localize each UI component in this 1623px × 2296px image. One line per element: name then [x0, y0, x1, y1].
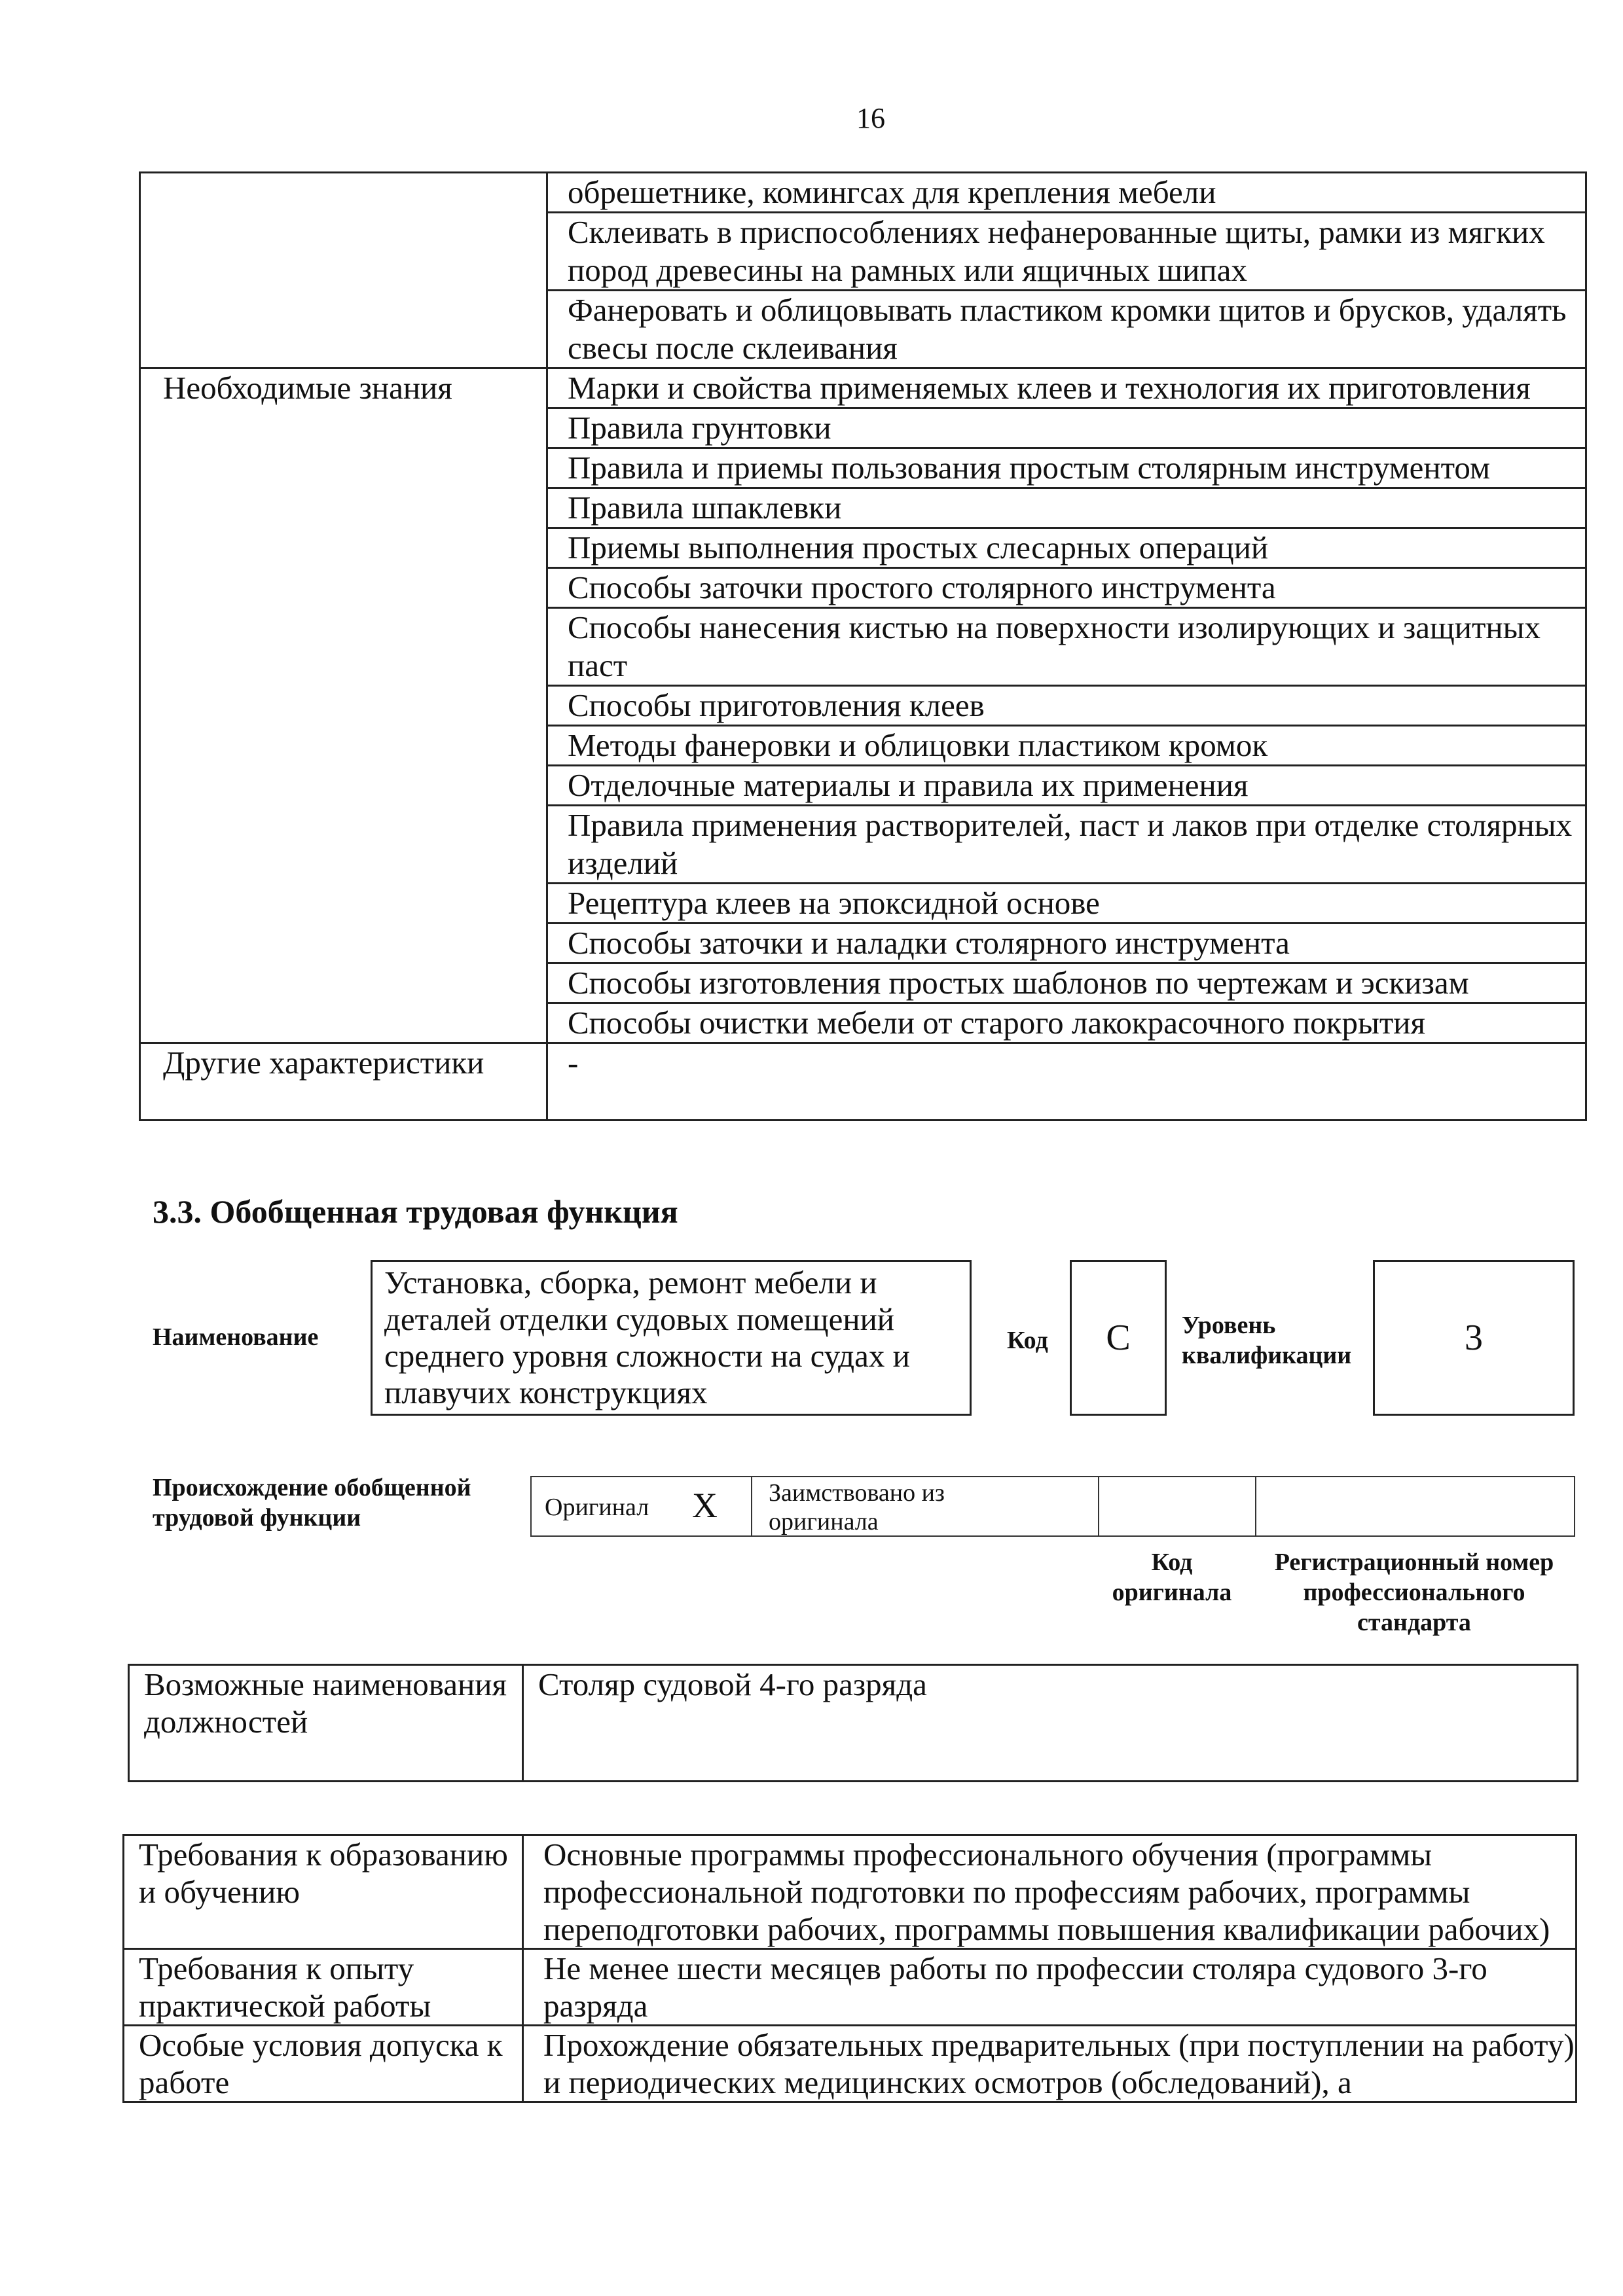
- code-caption: Код оригинала: [1112, 1549, 1232, 1606]
- requirement-value: Не менее шести месяцев работы по профессии столяра судового 3-го разряда: [523, 1949, 1577, 2026]
- table-cell: Правила применения растворителей, паст и лаков при отделке столярных изделий: [547, 806, 1586, 884]
- table-row: [124, 1835, 1577, 1949]
- table-cell: Фанеровать и облицовывать пластиком кромки щитов и брусков, удалять свесы после склеивания: [547, 291, 1586, 368]
- table-cell: Склеивать в приспособлениях нефанерованные щиты, рамки из мягких пород древесины на рамных или ящичных шипах: [547, 213, 1586, 291]
- borrowed-label: Заимствовано из оригинала: [769, 1479, 945, 1535]
- table-cell: Правила грунтовки: [547, 408, 1586, 448]
- requirement-label: Особые условия допуска к работе: [124, 2026, 523, 2102]
- original-label: Оригинал: [545, 1494, 649, 1521]
- table-cell: Способы приготовления клеев: [547, 686, 1586, 726]
- table-row: [124, 2026, 1577, 2102]
- page-number: 16: [856, 102, 885, 134]
- requirement-label: Требования к образованию и обучению: [124, 1835, 523, 1949]
- origin-row: [530, 1476, 1575, 1537]
- table-row: [140, 1043, 1586, 1121]
- origin-divider: [1098, 1477, 1099, 1535]
- knowledge-table: [139, 171, 1587, 1121]
- table-cell: Способы очистки мебели от старого лакокрасочного покрытия: [547, 1003, 1586, 1043]
- positions-value: Столяр судовой 4-го разряда: [523, 1665, 1578, 1782]
- origin-label: Происхождение обобщенной трудовой функции: [153, 1474, 471, 1532]
- continued-label-cell: [140, 173, 547, 368]
- table-cell: Способы заточки простого столярного инструмента: [547, 568, 1586, 608]
- table-row: [140, 173, 1586, 213]
- knowledge-label: Необходимые знания: [140, 368, 547, 1043]
- origin-divider: [1255, 1477, 1256, 1535]
- table-cell: Правила и приемы пользования простым столярным инструментом: [547, 448, 1586, 488]
- table-cell: Способы изготовления простых шаблонов по чертежам и эскизам: [547, 963, 1586, 1003]
- other-value: -: [547, 1043, 1586, 1121]
- requirement-value: Прохождение обязательных предварительных (при поступлении на работу) и периодических медицинских осмотров (обследований), а: [523, 2026, 1577, 2102]
- original-mark: X: [692, 1486, 718, 1525]
- code-label: Код: [1007, 1327, 1048, 1354]
- level-value: 3: [1373, 1260, 1575, 1416]
- name-label: Наименование: [153, 1323, 319, 1351]
- table-cell: Методы фанеровки и облицовки пластиком кромок: [547, 726, 1586, 766]
- code-value: C: [1070, 1260, 1167, 1416]
- name-value: Установка, сборка, ремонт мебели и деталей отделки судовых помещений среднего уровня сложности на судах и плавучих конструкциях: [371, 1260, 972, 1416]
- table-cell: Отделочные материалы и правила их применения: [547, 766, 1586, 806]
- other-label: Другие характеристики: [140, 1043, 547, 1121]
- table-cell: Способы нанесения кистью на поверхности изолирующих и защитных паст: [547, 608, 1586, 686]
- table-cell: Правила шпаклевки: [547, 488, 1586, 528]
- table-cell: Рецептура клеев на эпоксидной основе: [547, 884, 1586, 924]
- requirement-value: Основные программы профессионального обучения (программы профессиональной подготовки по профессиям рабочих, программы переподготовки рабочих, программы повышения квалификации рабочих): [523, 1835, 1577, 1949]
- table-cell: обрешетнике, комингсах для крепления мебели: [547, 173, 1586, 213]
- level-label: Уровень квалификации: [1182, 1312, 1352, 1369]
- positions-table: [128, 1664, 1578, 1782]
- table-cell: Марки и свойства применяемых клеев и технология их приготовления: [547, 368, 1586, 408]
- table-row: [124, 1949, 1577, 2026]
- table-cell: Приемы выполнения простых слесарных операций: [547, 528, 1586, 568]
- section-title: 3.3. Обобщенная трудовая функция: [153, 1193, 678, 1230]
- table-cell: Способы заточки и наладки столярного инструмента: [547, 924, 1586, 963]
- positions-label: Возможные наименования должностей: [129, 1665, 523, 1782]
- requirements-table: [122, 1834, 1577, 2103]
- table-row: [140, 368, 1586, 408]
- table-row: [129, 1665, 1578, 1782]
- reg-caption: Регистрационный номер профессионального стандарта: [1274, 1549, 1554, 1636]
- origin-divider: [751, 1477, 752, 1535]
- requirement-label: Требования к опыту практической работы: [124, 1949, 523, 2026]
